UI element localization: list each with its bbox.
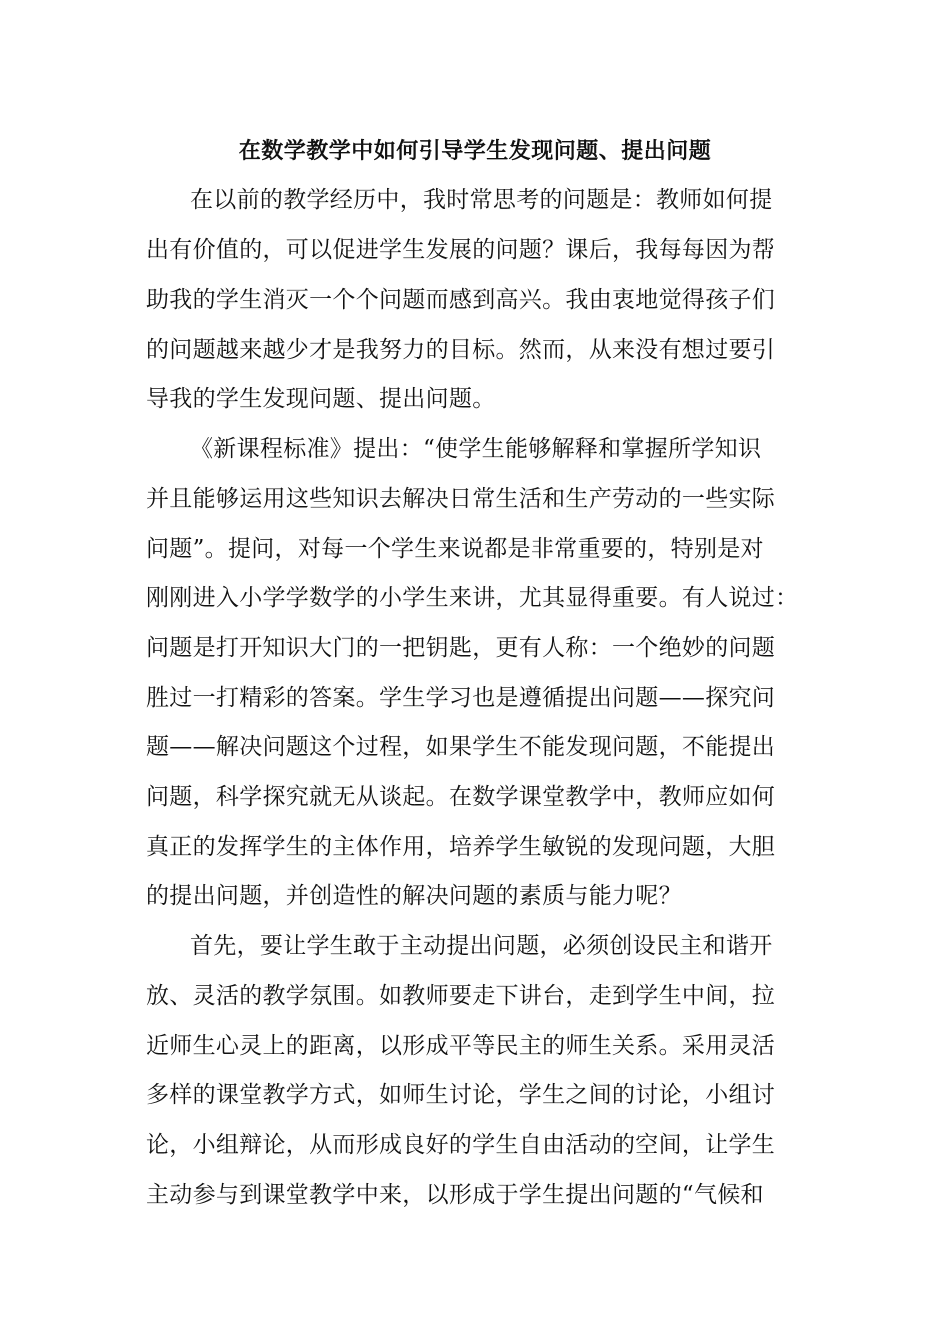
- paragraph-1-line-1: 在以前的教学经历中，我时常思考的问题是：教师如何提: [190, 187, 773, 213]
- paragraph-1-line-5: 导我的学生发现问题、提出问题。: [146, 386, 496, 412]
- paragraph-2-line-7: 题——解决问题这个过程，如果学生不能发现问题，不能提出: [146, 734, 776, 760]
- paragraph-3-line-4: 多样的课堂教学方式，如师生讨论，学生之间的讨论，小组讨: [146, 1082, 776, 1108]
- paragraph-3-line-5: 论，小组辩论，从而形成良好的学生自由活动的空间，让学生: [146, 1132, 776, 1158]
- paragraph-3-line-2: 放、灵活的教学氛围。如教师要走下讲台，走到学生中间，拉: [146, 983, 776, 1009]
- paragraph-2-line-5: 问题是打开知识大门的一把钥匙，更有人称：一个绝妙的问题: [146, 635, 776, 661]
- paragraph-2-line-10: 的提出问题，并创造性的解决问题的素质与能力呢？: [146, 883, 682, 909]
- paragraph-2-line-4: 刚刚进入小学学数学的小学生来讲，尤其显得重要。有人说过：: [146, 585, 799, 611]
- paragraph-3-line-1: 首先，要让学生敢于主动提出问题，必须创设民主和谐开: [190, 933, 773, 959]
- paragraph-1-line-2: 出有价值的，可以促进学生发展的问题？课后，我每每因为帮: [146, 237, 776, 263]
- document-title: 在数学教学中如何引导学生发现问题、提出问题: [238, 139, 712, 164]
- paragraph-2-line-2: 并且能够运用这些知识去解决日常生活和生产劳动的一些实际: [146, 486, 776, 512]
- paragraph-1-line-3: 助我的学生消灭一个个问题而感到高兴。我由衷地觉得孩子们: [146, 287, 776, 313]
- paragraph-3-line-6: 主动参与到课堂教学中来，以形成于学生提出问题的“气候和: [146, 1182, 764, 1208]
- paragraph-2-line-3: 问题”。提问，对每一个学生来说都是非常重要的，特别是对: [146, 536, 764, 562]
- paragraph-2-line-1: 《新课程标准》提出：“使学生能够解释和掌握所学知识: [190, 436, 762, 462]
- paragraph-1-line-4: 的问题越来越少才是我努力的目标。然而，从来没有想过要引: [146, 337, 776, 363]
- paragraph-2-line-9: 真正的发挥学生的主体作用，培养学生敏锐的发现问题，大胆: [146, 834, 776, 860]
- paragraph-3-line-3: 近师生心灵上的距离，以形成平等民主的师生关系。采用灵活: [146, 1033, 776, 1059]
- paragraph-2-line-8: 问题，科学探究就无从谈起。在数学课堂教学中，教师应如何: [146, 784, 776, 810]
- paragraph-2-line-6: 胜过一打精彩的答案。学生学习也是遵循提出问题——探究问: [146, 685, 776, 711]
